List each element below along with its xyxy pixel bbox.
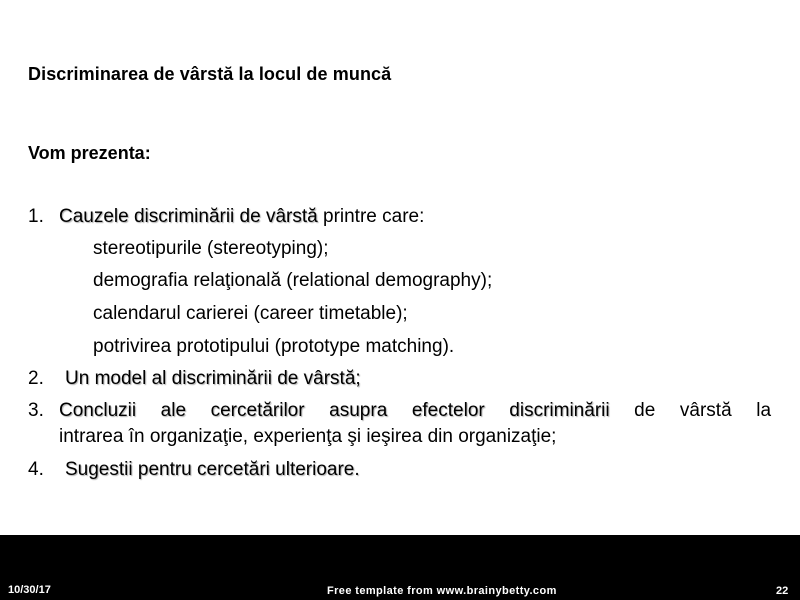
footer-credit: Free template from www.brainybetty.com [327, 585, 557, 597]
item3-rest: de vârstă la [609, 400, 772, 421]
subitem-relational-demography: demografia relaţională (relational demography); [93, 270, 493, 291]
item1-rest: printre care: [317, 206, 425, 227]
item1-text [59, 206, 424, 228]
footer-bar [0, 535, 800, 600]
item4-number: 4. [28, 459, 44, 480]
intro-heading: Vom prezenta: [28, 143, 151, 163]
subitem-stereotyping: stereotipurile (stereotyping); [93, 238, 329, 259]
item1-lead: Cauzele discriminării de vârstă [59, 206, 318, 227]
item2-number: 2. [28, 368, 44, 389]
subitem-career-timetable: calendarul carierei (career timetable); [93, 303, 408, 324]
slide-title: Discriminarea de vârstă la locul de muncă [28, 64, 392, 84]
item3-lead: Concluzii ale cercetărilor asupra efectelor discriminării [59, 400, 610, 421]
page-number: 22 [776, 585, 789, 597]
item2-text: Un model al discriminării de vârstă; [65, 368, 361, 389]
item4-text: Sugestii pentru cercetări ulterioare. [65, 459, 360, 480]
footer-date: 10/30/17 [8, 584, 51, 596]
item3-line1 [59, 400, 771, 422]
item3-number: 3. [28, 400, 44, 421]
item1-number: 1. [28, 206, 44, 227]
item3-line2: intrarea în organizaţie, experienţa şi ieşirea din organizaţie; [59, 426, 557, 447]
subitem-prototype-matching: potrivirea prototipului (prototype matching). [93, 336, 455, 357]
